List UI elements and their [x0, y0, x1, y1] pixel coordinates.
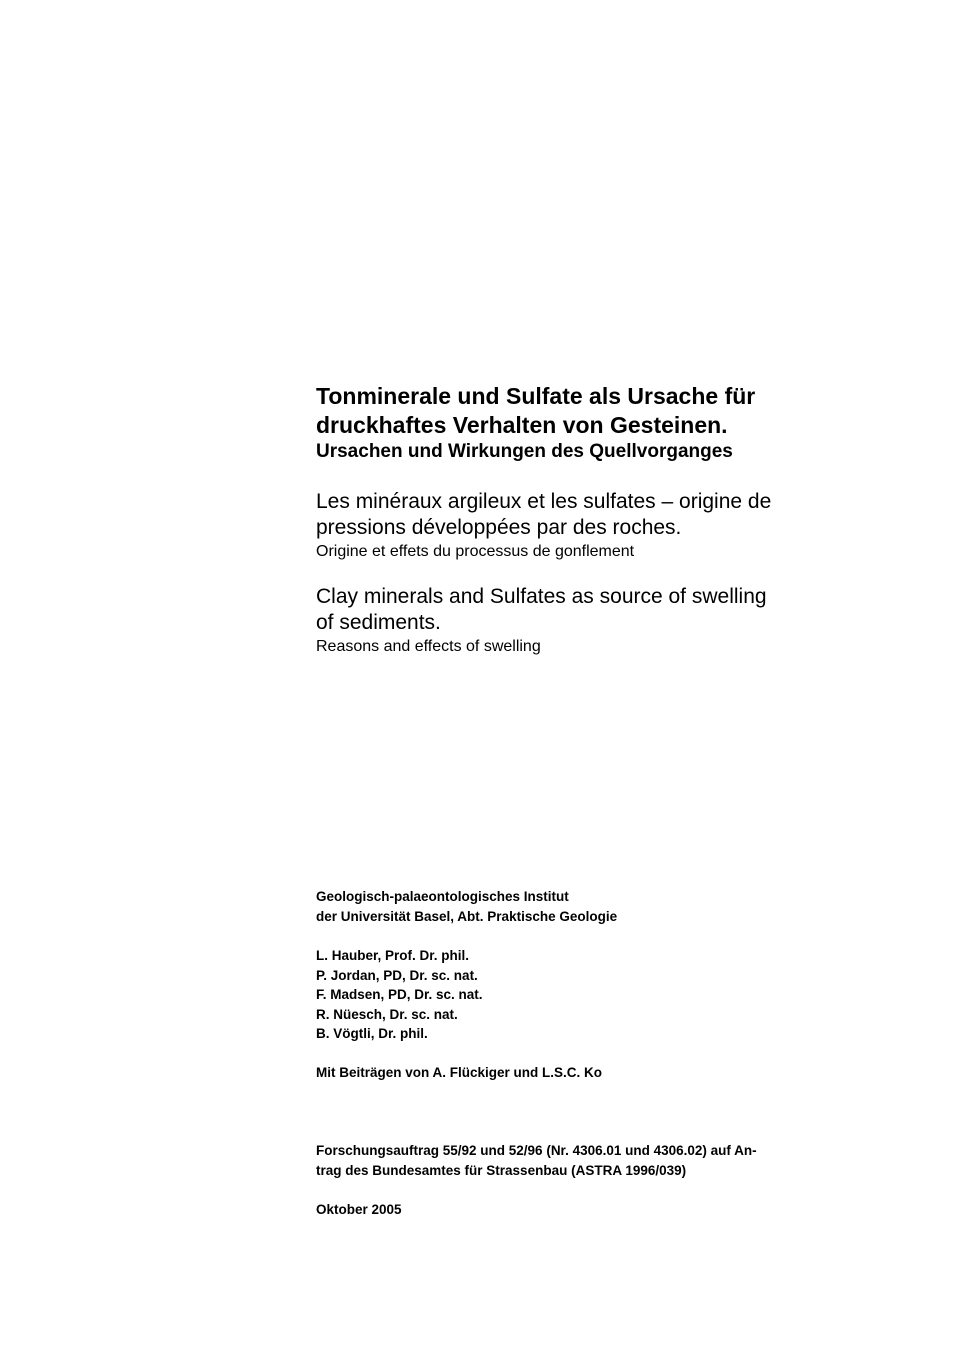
author-item: P. Jordan, PD, Dr. sc. nat.: [316, 967, 478, 983]
author-item: B. Vögtli, Dr. phil.: [316, 1026, 428, 1041]
research-line-1: Forschungsauftrag 55/92 und 52/96 (Nr. 4306.01 und 4306.02) auf An-: [316, 1143, 757, 1158]
research-mandate: [316, 1141, 816, 1180]
german-title-line-2: druckhaftes Verhalten von Gesteinen.: [316, 412, 728, 438]
german-subtitle: Ursachen und Wirkungen des Quellvorganges: [316, 441, 733, 462]
institute-line-2: der Universität Basel, Abt. Praktische Geologie: [316, 908, 618, 924]
german-title-line-1: Tonminerale und Sulfate als Ursache für: [316, 383, 756, 409]
contributions-note: [316, 1063, 816, 1083]
german-title-block: [316, 382, 816, 464]
author-list: [316, 946, 816, 1044]
institute-line-1: Geologisch-palaeontologisches Institut: [316, 889, 569, 904]
author-item: R. Nüesch, Dr. sc. nat.: [316, 1006, 458, 1022]
english-title-line-2: of sediments.: [316, 611, 441, 634]
date-text: Oktober 2005: [316, 1202, 402, 1217]
french-title-line-1: Les minéraux argileux et les sulfates – origine de: [316, 490, 772, 513]
english-title-block: [316, 584, 816, 658]
english-title-line-1: Clay minerals and Sulfates as source of swelling: [316, 585, 767, 608]
research-line-2: trag des Bundesamtes für Strassenbau (ASTRA 1996/039): [316, 1162, 687, 1178]
french-title-line-2: pressions développées par des roches.: [316, 516, 682, 539]
author-item: L. Hauber, Prof. Dr. phil.: [316, 948, 470, 963]
contributions-text: Mit Beiträgen von A. Flückiger und L.S.C. Ko: [316, 1065, 603, 1080]
institute-block: [316, 887, 816, 926]
english-subtitle: Reasons and effects of swelling: [316, 638, 541, 655]
french-subtitle: Origine et effets du processus de gonflement: [316, 543, 635, 560]
french-title-block: [316, 489, 816, 563]
publication-date: [316, 1200, 816, 1220]
author-item: F. Madsen, PD, Dr. sc. nat.: [316, 987, 483, 1002]
